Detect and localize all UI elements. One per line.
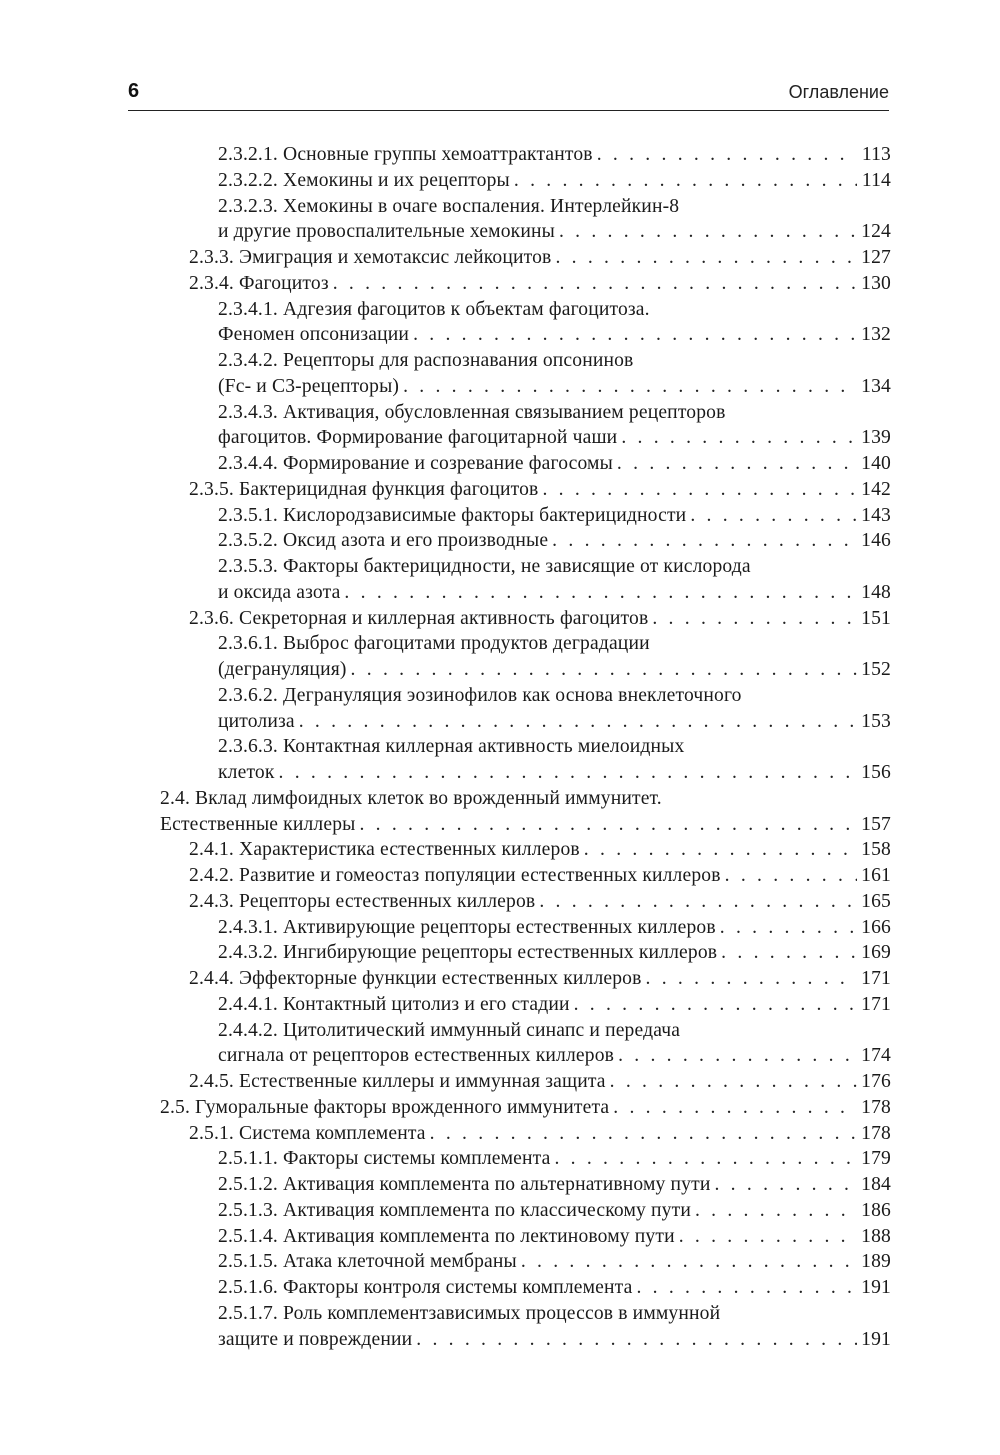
dot-leader [584,837,857,863]
toc-entry[interactable] [160,1301,891,1353]
dot-leader [695,1198,857,1224]
toc-entry[interactable] [160,1018,891,1070]
dot-leader [720,915,857,941]
toc-entry-title: и другие провоспалительные хемокины [218,221,555,243]
toc-entry-page-number: 114 [861,169,891,191]
toc-entry-title: 2.4.3.2. Ингибирующие рецепторы естественных киллеров [218,942,718,964]
toc-entry[interactable] [160,503,891,529]
toc-entry[interactable] [160,1095,891,1121]
toc-entry-page-number: 153 [861,710,891,732]
toc-entry-title: 2.5.1.5. Атака клеточной мембраны [218,1251,517,1273]
toc-entry-title: фагоцитов. Формирование фагоцитарной чаши [218,427,618,449]
toc-entry-page-number: 152 [861,659,891,680]
dot-leader [299,709,857,735]
toc-entry-title: 2.4.5. Естественные киллеры и иммунная защита [189,1071,606,1092]
toc-entry-title-first-line: 2.3.5.3. Факторы бактерицидности, не зависящие от кислорода [218,556,751,577]
toc-entry-title: Естественные киллеры [160,813,356,835]
toc-entry[interactable] [160,271,891,297]
dot-leader [351,657,857,683]
toc-entry-page-number: 134 [861,375,891,397]
dot-leader [679,1224,857,1250]
toc-entry[interactable] [160,1146,891,1172]
toc-entry-title: 2.4.4.1. Контактный цитолиз и его стадии [218,993,570,1015]
toc-entry-title: 2.4.3.1. Активирующие рецепторы естественных киллеров [218,916,716,938]
toc-entry-page-number: 130 [861,272,891,294]
toc-entry[interactable] [160,1224,891,1250]
toc-entry-title: 2.5.1.4. Активация комплемента по лектиновому пути [218,1225,675,1247]
dot-leader [279,760,857,786]
toc-entry[interactable] [160,1249,891,1275]
toc-entry-page-number: 157 [861,813,891,835]
toc-entry-title: 2.3.2.2. Хемокины и их рецепторы [218,169,510,191]
toc-entry-title: 2.3.6. Секреторная и киллерная активность фагоцитов [189,607,649,629]
toc-entry-title: 2.3.2.1. Основные группы хемоаттрактантов [218,144,593,165]
dot-leader [539,889,857,915]
dot-leader [514,168,857,194]
toc-entry[interactable] [160,297,891,349]
page-header [128,80,889,111]
toc-entry-page-number: 161 [861,865,891,886]
toc-entry-page-number: 146 [861,530,891,552]
toc-entry[interactable] [160,348,891,400]
toc-entry[interactable] [160,554,891,606]
toc-entry[interactable] [160,683,891,735]
dot-leader [333,271,857,297]
dot-leader [636,1275,857,1301]
toc-entry-page-number: 143 [861,504,891,526]
toc-entry-title-first-line: 2.4. Вклад лимфоидных клеток во врожденный иммунитет. [160,787,662,809]
toc-entry-title: 2.4.3. Рецепторы естественных киллеров [189,890,536,912]
toc-entry-page-number: 186 [861,1199,891,1221]
toc-entry-title: и оксида азота [218,581,341,603]
dot-leader [413,322,857,348]
toc-entry-page-number: 179 [861,1148,891,1170]
toc-entry-title: 2.5.1.3. Активация комплемента по классическому пути [218,1199,691,1221]
toc-entry[interactable] [160,477,891,503]
dot-leader [403,374,857,400]
toc-entry-title: защите и повреждении [218,1328,413,1350]
page-number: 6 [128,80,140,102]
toc-entry-title: 2.3.4.4. Формирование и созревание фагосомы [218,453,613,474]
dot-leader [597,142,857,168]
toc-entry[interactable] [160,1172,891,1198]
toc-entry[interactable] [160,245,891,271]
toc-entry-title: 2.5. Гуморальные факторы врожденного иммунитета [160,1096,610,1118]
toc-entry-title-first-line: 2.3.6.2. Дегрануляция эозинофилов как основа внеклеточного [218,684,742,706]
toc-entry-page-number: 166 [861,916,891,938]
toc-entry-page-number: 165 [861,890,891,912]
toc-entry-page-number: 124 [861,221,891,243]
toc-entry-page-number: 171 [861,993,891,1015]
toc-entry[interactable] [160,528,891,554]
toc-entry-page-number: 139 [861,427,891,449]
toc-entry[interactable] [160,1275,891,1301]
toc-entry-page-number: 178 [861,1096,891,1118]
toc-entry-page-number: 127 [861,247,891,268]
toc-entry-title-first-line: 2.4.4.2. Цитолитический иммунный синапс и передача [218,1019,681,1041]
toc-entry-page-number: 189 [861,1251,891,1273]
toc-entry-title: 2.3.5. Бактерицидная функция фагоцитов [189,478,539,500]
toc-entry-title: сигнала от рецепторов естественных киллеров [218,1045,615,1067]
toc-entry[interactable] [160,863,891,889]
toc-entry-page-number: 191 [861,1277,891,1298]
toc-entry-title-first-line: 2.3.4.2. Рецепторы для распознавания опсонинов [218,350,634,371]
dot-leader [521,1249,857,1275]
toc-entry-title-first-line: 2.3.6.3. Контактная киллерная активность миелоидных [218,736,685,758]
toc-entry-page-number: 184 [861,1174,891,1195]
toc-entry[interactable] [160,940,891,966]
dot-leader [430,1121,857,1147]
toc-entry-page-number: 174 [861,1045,891,1067]
dot-leader [646,966,857,992]
dot-leader [552,528,857,554]
toc-entry[interactable] [160,734,891,786]
toc-entry-title: 2.3.5.2. Оксид азота и его производные [218,530,549,552]
dot-leader [714,1172,857,1198]
toc-entry-title-first-line: 2.3.6.1. Выброс фагоцитами продуктов деградации [218,633,650,655]
toc-entry-page-number: 142 [861,478,891,500]
toc-entry[interactable] [160,451,891,477]
toc-entry-page-number: 188 [861,1225,891,1247]
toc-entry[interactable] [160,889,891,915]
toc-entry[interactable] [160,631,891,683]
toc-entry-page-number: 176 [861,1071,891,1092]
toc-entry-title-first-line: 2.3.2.3. Хемокины в очаге воспаления. Интерлейкин-8 [218,195,680,217]
toc-entry[interactable] [160,1121,891,1147]
toc-entry-title: 2.5.1.1. Факторы системы комплемента [218,1148,551,1170]
dot-leader [344,580,857,606]
toc-entry[interactable] [160,400,891,452]
toc-entry-page-number: 113 [861,144,891,165]
toc-entry-title-first-line: 2.5.1.7. Роль комплементзависимых процессов в иммунной [218,1302,721,1324]
toc-entry-title: 2.5.1.6. Факторы контроля системы комплемента [218,1277,633,1298]
toc-entry-page-number: 191 [861,1328,891,1350]
dot-leader [725,863,857,889]
toc-entry[interactable] [160,837,891,863]
dot-leader [555,245,857,271]
dot-leader [542,477,857,503]
toc-entry[interactable] [160,1198,891,1224]
toc-entry[interactable] [160,142,891,168]
toc-entry-page-number: 156 [861,762,891,783]
dot-leader [621,425,857,451]
dot-leader [574,992,857,1018]
toc-entry-title: цитолиза [218,710,295,732]
toc-entry[interactable] [160,194,891,246]
dot-leader [559,219,857,245]
toc-entry-page-number: 140 [861,453,891,474]
dot-leader [554,1146,857,1172]
dot-leader [610,1069,857,1095]
toc-entry[interactable] [160,1069,891,1095]
toc-entry[interactable] [160,786,891,838]
toc-entry-title: 2.3.5.1. Кислородзависимые факторы бактерицидности [218,504,687,526]
toc-entry[interactable] [160,606,891,632]
toc-entry-title-first-line: 2.3.4.3. Активация, обусловленная связыванием рецепторов [218,401,726,423]
toc-entry-page-number: 169 [861,942,891,964]
dot-leader [359,812,857,838]
toc-entry-title: 2.4.2. Развитие и гомеостаз популяции естественных киллеров [189,865,721,886]
running-head: Оглавление [788,82,889,102]
toc-entry-title: 2.3.4. Фагоцитоз [189,272,329,294]
toc-entry[interactable] [160,915,891,941]
dot-leader [721,940,857,966]
toc-entry-title: 2.5.1.2. Активация комплемента по альтернативному пути [218,1174,711,1195]
toc-entry-title: клеток [218,762,275,783]
toc-entry-title-first-line: 2.3.4.1. Адгезия фагоцитов к объектам фагоцитоза. [218,298,650,320]
toc-entry-title: 2.4.4. Эффекторные функции естественных киллеров [189,968,642,989]
dot-leader [652,606,857,632]
toc-entry-title: (Fc- и C3-рецепторы) [218,375,400,397]
table-of-contents [160,142,891,1352]
toc-entry-title: 2.3.3. Эмиграция и хемотаксис лейкоцитов [189,247,552,268]
toc-entry-title: (дегрануляция) [218,659,347,680]
toc-entry-title: Феномен опсонизации [218,324,410,346]
toc-entry-title: 2.5.1. Система комплемента [189,1122,426,1144]
dot-leader [416,1327,857,1353]
dot-leader [613,1095,857,1121]
dot-leader [690,503,857,529]
toc-entry[interactable] [160,992,891,1018]
toc-entry[interactable] [160,966,891,992]
toc-entry-page-number: 171 [861,968,891,989]
toc-entry-page-number: 148 [861,581,891,603]
dot-leader [618,1043,857,1069]
toc-entry[interactable] [160,168,891,194]
toc-entry-title: 2.4.1. Характеристика естественных киллеров [189,839,580,861]
toc-entry-page-number: 132 [861,324,891,346]
dot-leader [617,451,857,477]
toc-entry-page-number: 178 [861,1122,891,1144]
toc-entry-page-number: 158 [861,839,891,861]
toc-entry-page-number: 151 [861,607,891,629]
